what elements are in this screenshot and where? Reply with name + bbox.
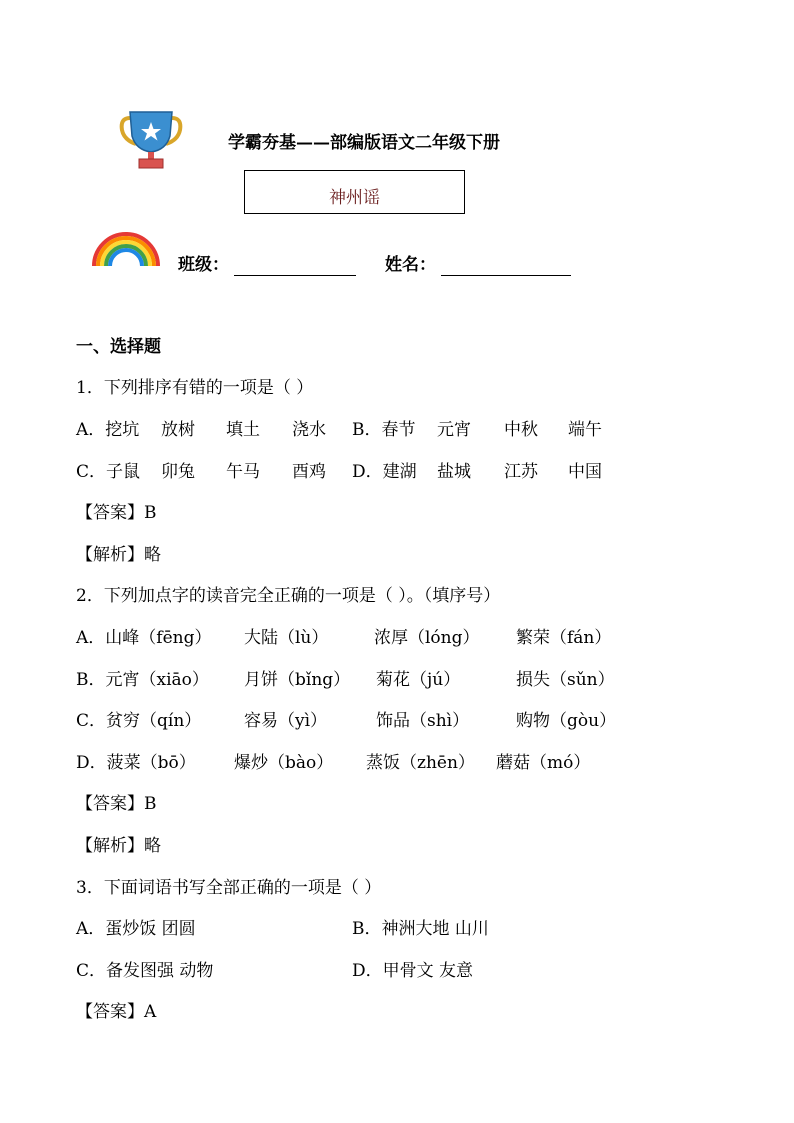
rainbow-icon <box>90 226 162 268</box>
q2-option-c-4: 购物（gòu） <box>516 711 617 731</box>
name-input-line[interactable] <box>441 275 571 276</box>
q1-option-b-1: B．春节 <box>352 420 416 440</box>
lesson-title: 神州谣 <box>329 188 380 208</box>
q3-options-row-2 <box>76 959 636 983</box>
q1-options-row-1 <box>76 418 636 442</box>
q2-option-c <box>76 709 636 733</box>
q1-answer: 【答案】B <box>76 503 157 523</box>
q2-option-a-1: A．山峰（fēng） <box>76 628 212 648</box>
q3-option-b: B．神洲大地 山川 <box>352 919 489 939</box>
q2-option-d-2: 爆炒（bào） <box>234 753 334 773</box>
q3-option-c: C．备发图强 动物 <box>76 961 214 981</box>
q3-options-row-1 <box>76 917 636 941</box>
q1-option-c-4: 酉鸡 <box>292 462 326 482</box>
document-title: 学霸夯基——部编版语文二年级下册 <box>228 133 500 153</box>
q2-answer: 【答案】B <box>76 794 157 814</box>
q2-option-c-1: C．贫穷（qín） <box>76 711 202 731</box>
student-info-row <box>178 253 598 277</box>
q1-option-d-3: 江苏 <box>504 462 538 482</box>
q1-option-a-2: 放树 <box>161 420 195 440</box>
q2-option-b-2: 月饼（bǐng） <box>244 670 351 690</box>
q1-option-c-1: C．子鼠 <box>76 462 141 482</box>
q2-option-b-1: B．元宵（xiāo） <box>76 670 209 690</box>
q2-option-a-4: 繁荣（fán） <box>516 628 612 648</box>
q3-stem: 3．下面词语书写全部正确的一项是（ ） <box>76 878 382 898</box>
q1-option-b-2: 元宵 <box>437 420 471 440</box>
q3-option-d: D．甲骨文 友意 <box>352 961 474 981</box>
q1-options-row-2 <box>76 460 636 484</box>
q2-option-c-3: 饰品（shì） <box>376 711 470 731</box>
trophy-icon <box>118 106 184 170</box>
q1-option-d-2: 盐城 <box>437 462 471 482</box>
q2-analysis: 【解析】略 <box>76 836 161 856</box>
q2-option-b-4: 损失（sǔn） <box>516 670 615 690</box>
q1-option-b-4: 端午 <box>568 420 602 440</box>
section-heading: 一、选择题 <box>76 337 161 357</box>
q1-analysis: 【解析】略 <box>76 545 161 565</box>
q1-option-d-1: D．建湖 <box>352 462 417 482</box>
q2-option-d-4: 蘑菇（mó） <box>496 753 591 773</box>
q3-option-a: A．蛋炒饭 团圆 <box>76 919 196 939</box>
class-input-line[interactable] <box>234 275 356 276</box>
q1-option-a-1: A．挖坑 <box>76 420 140 440</box>
q2-option-b-3: 菊花（jú） <box>376 670 461 690</box>
name-label: 姓名： <box>385 255 436 275</box>
lesson-title-box <box>244 170 465 214</box>
q1-option-a-3: 填土 <box>226 420 260 440</box>
q1-option-d-4: 中国 <box>568 462 602 482</box>
q2-option-d-1: D．菠菜（bō） <box>76 753 196 773</box>
q2-option-b <box>76 668 636 692</box>
q2-stem: 2．下列加点字的读音完全正确的一项是（ ）。（填序号） <box>76 586 501 606</box>
q1-option-a-4: 浇水 <box>292 420 326 440</box>
q2-option-d <box>76 751 636 775</box>
q3-answer: 【答案】A <box>76 1002 157 1022</box>
q1-option-c-3: 午马 <box>226 462 260 482</box>
q2-option-c-2: 容易（yì） <box>244 711 328 731</box>
q1-option-b-3: 中秋 <box>504 420 538 440</box>
q1-stem: 1．下列排序有错的一项是（ ） <box>76 378 314 398</box>
q2-option-d-3: 蒸饭（zhēn） <box>366 753 475 773</box>
q2-option-a-3: 浓厚（lóng） <box>374 628 480 648</box>
q1-option-c-2: 卯兔 <box>161 462 195 482</box>
q2-option-a <box>76 626 636 650</box>
class-label: 班级： <box>178 255 229 275</box>
q2-option-a-2: 大陆（lù） <box>244 628 329 648</box>
